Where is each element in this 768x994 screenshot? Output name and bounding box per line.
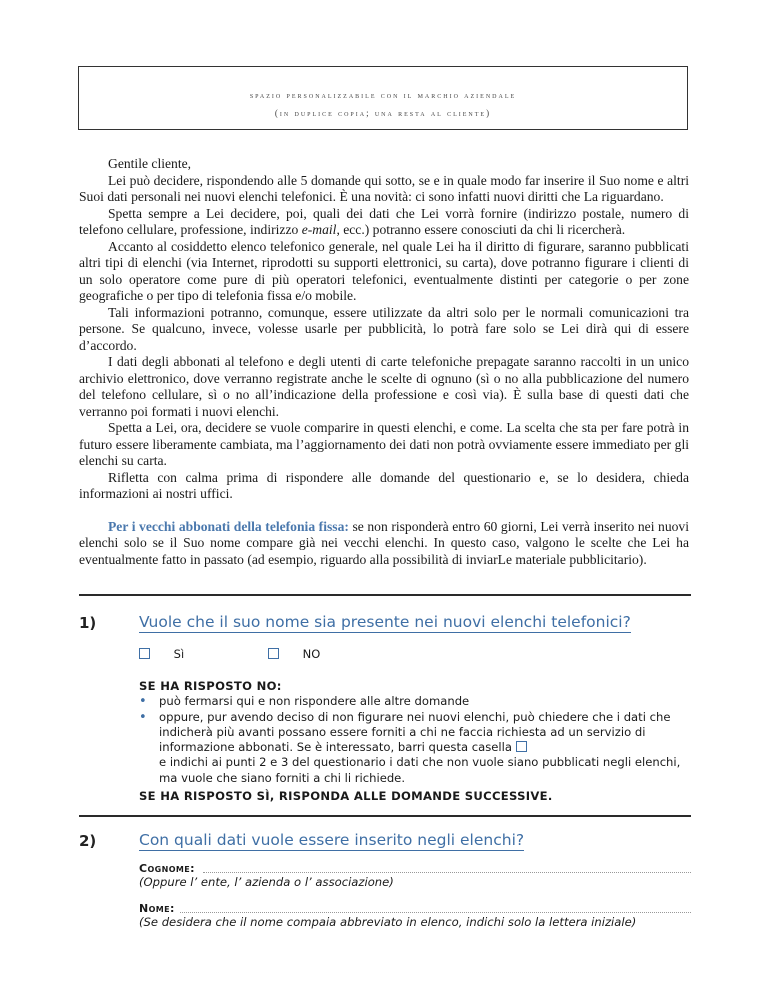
q1-no-label: NO (302, 647, 321, 661)
note-lead: Per i vecchi abbonati della telefonia fissa: (108, 518, 349, 534)
old-subscribers-note: Per i vecchi abbonati della telefonia fissa: se non risponderà entro 60 giorni, Lei verrà inserito nei nuovi elenchi solo se il Suo nome compare già nei vecchi elenchi. In questo caso, valgono le scelte che Lei ha eventualmente fatto in passato (ad esempio, riguardo alla possibilità di inviarLe materiale pubblicitario). (79, 518, 690, 567)
q1-bullet-2: • oppure, pur avendo deciso di non figurare nei nuovi elenchi, può chiedere che i dati che indicherà più avanti possano essere forniti a chi ne faccia richiesta ad un servizio di informazione abbonati. Se è interessato, barri questa casella e indichi ai punti 2 e 3 del questionario i dati che non vuole siano pubblicati negli elenchi, ma vuole che siano forniti a chi li richiede. (139, 710, 691, 786)
q1-yes-option[interactable] (139, 647, 184, 661)
question-1-number: 1) (79, 614, 97, 632)
cover-letter (79, 156, 689, 568)
name-label: Nome: (139, 902, 175, 915)
q1-yes-label: Sì (173, 647, 185, 661)
letter-paragraph-7: Rifletta con calma prima di rispondere alle domande del questionario e, se lo desidera, chieda informazioni ai nostri uffici. (79, 469, 689, 501)
letter-paragraph-4: Tali informazioni potranno, comunque, essere utilizzate da altri solo per le normali comunicazioni tra persone. Se qualcuno, invece, volesse usarle per pubblicità, lo potrà fare solo se Lei dirà qui di essere d’accordo. (79, 304, 689, 353)
letter-paragraph-6: Spetta a Lei, ora, decidere se vuole comparire in questi elenchi, e come. La scelta che sta per fare potrà in futuro essere liberamente cambiata, ma l’aggiornamento dei dati non potrà ovviamente essere immediato per gli elenchi su carta. (79, 420, 689, 468)
q1-if-yes-note: SE HA RISPOSTO SÌ, RISPONDA ALLE DOMANDE SUCCESSIVE. (139, 789, 553, 803)
question-2-number: 2) (79, 832, 97, 850)
header-line-1: spazio personalizzabile con il marchio aziendale (249, 90, 517, 100)
letter-paragraph-1: Lei può decidere, rispondendo alle 5 domande qui sotto, se e in quale modo far inserire il Suo nome e altri Suoi dati personali nei nuovi elenchi telefonici. È una novità: ci sono infatti nuovi diritti che La riguardano. (79, 172, 689, 204)
question-2-title: Con quali dati vuole essere inserito negli elenchi? (139, 831, 525, 849)
name-hint: (Se desidera che il nome compaia abbreviato in elenco, indichi solo la lettera iniziale) (139, 915, 637, 929)
q1-no-option[interactable] (268, 647, 320, 661)
letter-paragraph-5: I dati degli abbonati al telefono e degli utenti di carte telefoniche prepagate saranno raccolti in un unico archivio elettronico, dove verranno registrate anche le scelte di ognuno (sì o no alla pubblicazione del numero del telefono cellulare, sì o no all’indicazione della professione e così via). È sulla base di questi dati che verranno poi formati i nuovi elenchi. (79, 354, 689, 419)
surname-input[interactable] (203, 872, 691, 873)
name-input[interactable] (180, 912, 691, 913)
header-line-2: (in duplice copia; una resta al cliente) (274, 108, 492, 118)
email-term: e-mail (301, 222, 337, 237)
letter-paragraph-3: Accanto al cosiddetto elenco telefonico generale, nel quale Lei ha il diritto di figurare, saranno pubblicati altri tipi di elenchi (via Internet, riprodotti su supporti elettronici, su carta), dove potranno figurare i clienti di un solo operatore come pure di più operatori telefonici, eventualmente distinti per categorie o per zone geografiche o per tipo di telefonia fissa e/o mobile. (79, 238, 689, 303)
surname-hint: (Oppure l’ ente, l’ azienda o l’ associazione) (139, 875, 394, 889)
q1-yes-checkbox[interactable] (139, 648, 150, 659)
letter-paragraph-2: Spetta sempre a Lei decidere, poi, quali dei dati che Lei vorrà fornire (indirizzo postale, numero di telefono cellulare, professione, indirizzo e-mail, ecc.) potranno essere conosciuti da chi li ricercherà. (79, 205, 689, 237)
question-1-title: Vuole che il suo nome sia presente nei nuovi elenchi telefonici? (139, 613, 631, 631)
greeting: Gentile cliente, (108, 156, 192, 171)
q1-if-no-heading: SE HA RISPOSTO NO: (139, 679, 282, 693)
q1-no-checkbox[interactable] (268, 648, 279, 659)
section-rule-q2 (79, 815, 691, 817)
directory-service-checkbox[interactable] (516, 741, 527, 752)
section-rule-q1 (79, 594, 691, 596)
q1-bullet-1: • può fermarsi qui e non rispondere alle altre domande (139, 694, 691, 709)
q1-if-no-block (139, 679, 691, 786)
surname-label: Cognome: (139, 862, 195, 875)
branding-placeholder-box (78, 66, 688, 130)
